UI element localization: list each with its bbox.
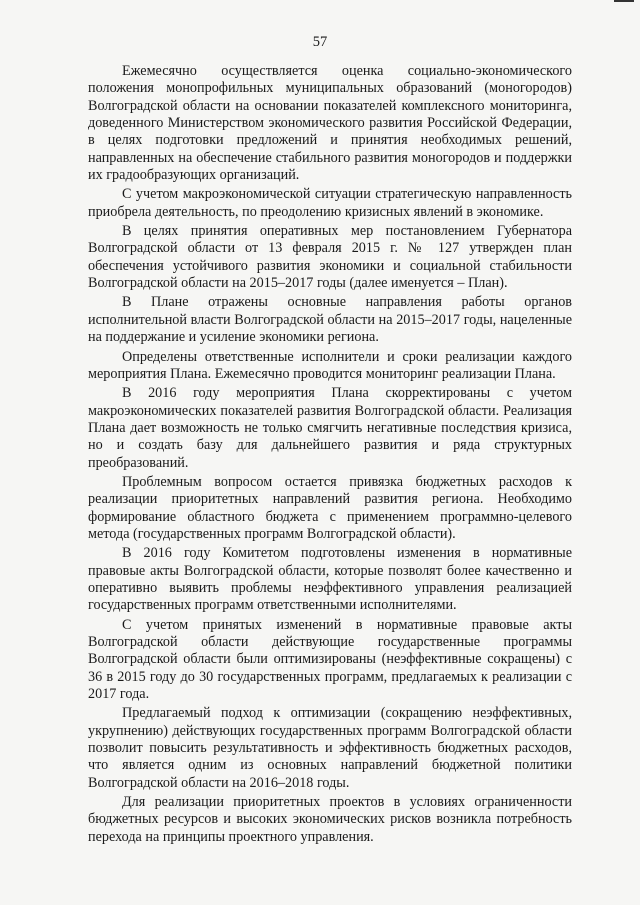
paragraph: Проблемным вопросом остается привязка бюджетных расходов к реализации приоритетных направлений развития региона. Необходимо формирование областного бюджета с применением программно-целевого метода (государственных программ Волгоградской области). [88, 473, 572, 542]
document-body [88, 63, 572, 848]
paragraph: Для реализации приоритетных проектов в условиях ограниченности бюджетных ресурсов и высоких экономических рисков возникла потребность перехода на принципы проектного управления. [88, 794, 572, 845]
page-number: 57 [312, 34, 328, 50]
paragraph: С учетом макроэкономической ситуации стратегическую направленность приобрела деятельность, по преодолению кризисных явлений в экономике. [88, 186, 572, 220]
paragraph: Определены ответственные исполнители и сроки реализации каждого мероприятия Плана. Ежемесячно проводится мониторинг реализации Плана. [88, 348, 572, 382]
paragraph: С учетом принятых изменений в нормативные правовые акты Волгоградской области действующие государственные программы Волгоградской области были оптимизированы (неэффективные сокращены) с 36 в 2015 году до 30 государственных программ, предлагаемых к реализации с 2017 года. [88, 616, 572, 703]
paragraph: В 2016 году мероприятия Плана скорректированы с учетом макроэкономических показателей развития Волгоградской области. Реализация Плана дает возможность не только смягчить негативные последствия кризиса, но и создать базу для дальнейшего развития и ряда структурных преобразований. [88, 385, 572, 471]
paragraph: В целях принятия оперативных мер постановлением Губернатора Волгоградской области от 13 февраля 2015 г. № 127 утвержден план обеспечения устойчивого развития экономики и социальной стабильности Волгоградской области на 2015–2017 годы (далее именуется – План). [88, 223, 572, 292]
scan-mark [614, 0, 634, 2]
paragraph: В 2016 году Комитетом подготовлены изменения в нормативные правовые акты Волгоградской области, которые позволят более качественно и оперативно выявить проблемы неэффективного управления реализацией государственных программ ответственными исполнителями. [88, 545, 572, 614]
paragraph: Ежемесячно осуществляется оценка социально-экономического положения монопрофильных муниципальных образований (моногородов) Волгоградской области на основании показателей комплексного мониторинга, доведенного Министерством экономического развития Российской Федерации, в целях подготовки предложений и принятия необходимых решений, направленных на обеспечение стабильного развития моногородов и поддержки их градообразующих организаций. [88, 63, 572, 184]
paragraph: В Плане отражены основные направления работы органов исполнительной власти Волгоградской области на 2015–2017 годы, нацеленные на поддержание и усиление экономики региона. [88, 294, 572, 346]
paragraph: Предлагаемый подход к оптимизации (сокращению неэффективных, укрупнению) действующих государственных программ Волгоградской области позволит повысить результативность и эффективность бюджетных расходов, что является одним из основных направлений бюджетной политики Волгоградской области на 2016–2018 годы. [88, 705, 572, 791]
